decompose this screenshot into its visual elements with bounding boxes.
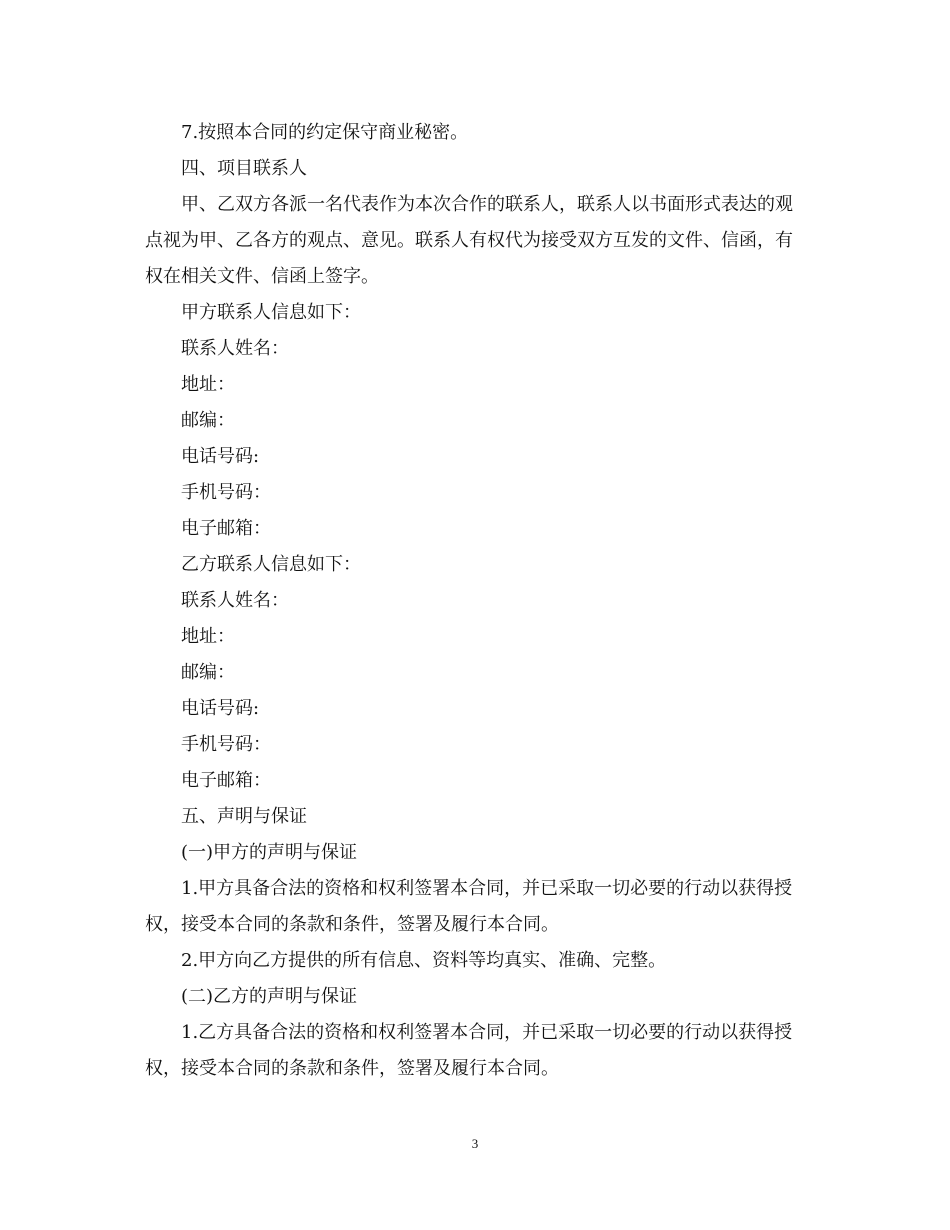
page-number: 3 [471, 1136, 479, 1151]
paragraph: 乙方联系人信息如下： [181, 554, 361, 575]
paragraph: 1.乙方具备合法的资格和权利签署本合同，并已采取一切必要的行动以获得授权，接受本合同的条款和条件，签署及履行本合同。 [145, 1022, 793, 1079]
form-field-label: 地址： [181, 374, 235, 395]
paragraph: 甲方联系人信息如下： [181, 302, 361, 323]
section-heading: 四、项目联系人 [181, 158, 307, 179]
form-field-label: 手机号码： [181, 734, 271, 755]
form-field-label: 联系人姓名： [181, 338, 289, 359]
form-field-label: 手机号码： [181, 482, 271, 503]
paragraph: 7.按照本合同的约定保守商业秘密。 [181, 122, 469, 143]
paragraph: 2.甲方向乙方提供的所有信息、资料等均真实、准确、完整。 [181, 950, 667, 971]
form-field-label: 电子邮箱： [181, 770, 271, 791]
form-field-label: 电话号码: [181, 698, 260, 719]
section-heading: 五、声明与保证 [181, 806, 307, 827]
form-field-label: 电子邮箱： [181, 518, 271, 539]
subsection-heading: (二)乙方的声明与保证 [181, 986, 358, 1007]
document-body [145, 115, 805, 1087]
paragraph: 甲、乙双方各派一名代表作为本次合作的联系人，联系人以书面形式表达的观点视为甲、乙各方的观点、意见。联系人有权代为接受双方互发的文件、信函，有权在相关文件、信函上签字。 [145, 194, 793, 287]
form-field-label: 电话号码: [181, 446, 260, 467]
subsection-heading: (一)甲方的声明与保证 [181, 842, 358, 863]
form-field-label: 邮编： [181, 410, 235, 431]
form-field-label: 联系人姓名： [181, 590, 289, 611]
paragraph: 1.甲方具备合法的资格和权利签署本合同，并已采取一切必要的行动以获得授权，接受本合同的条款和条件，签署及履行本合同。 [145, 878, 793, 935]
form-field-label: 地址： [181, 626, 235, 647]
form-field-label: 邮编： [181, 662, 235, 683]
